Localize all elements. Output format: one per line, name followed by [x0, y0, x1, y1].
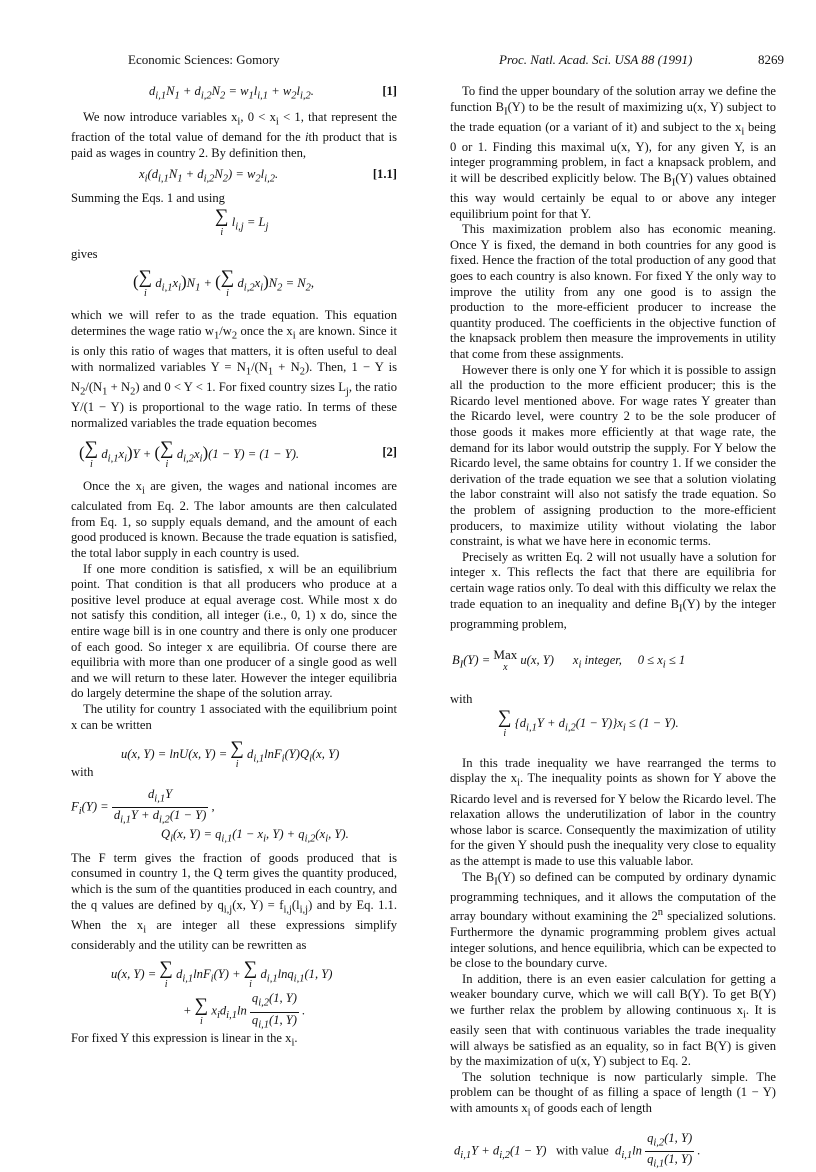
paragraph-trade-inequality: In this trade inequality we have rearranged the terms to display the $x_i$. The inequality points as shown for Y above the Ricardo level and is reversed for Y below the Ricardo level. The relaxation allows the underutilization of labor in the country whose labor is scarce. Consequently the maximization of utility for the given Y should push the inequality very close to equality as the attempt is made to use this valuable labor. — [450, 755, 777, 868]
equation-Q: $Q_i(x$, $Y) = q_{i,1}(1 - x_i$, $Y) + q_{i,2}(x_i$, Y). — [161, 826, 349, 845]
text-with: with — [71, 765, 94, 780]
text-gives: gives — [71, 246, 98, 261]
equation-knapsack-item: $d_{i,1}Y + d_{i,2}(1 - Y)$ with value $d_{i,1}\ln$ $\frac{q_{i,2}(1, Y)}{q_{i,1}(1, Y)}$ . — [454, 1131, 701, 1170]
left-column — [71, 84, 397, 1052]
equation-utility-integer-2: + ∑ i $x_id_{i,1}\ln$ $\frac{q_{i,2}(1, Y)}{q_{i,1}(1, Y)}$ . — [183, 991, 306, 1031]
running-header-left: Economic Sciences: Gomory — [128, 52, 280, 67]
equation-sum-labor: ∑ i $l_{i,j} = L_j$ — [215, 205, 269, 238]
paragraph-economic-meaning: This maximization problem also has economic meaning. Once Y is fixed, the demand in both countries for any good is fixed. Hence the fraction of the total production of any good that goes to each country is also known. For fixed Y the only way to improve the utility from any one good is to assign the production to the more-efficient producer to increase the quantity produced. The coefficients in the objective function of the knapsack problem then measure the improvements in utility that come from these assignments. — [450, 222, 776, 362]
right-column — [450, 84, 776, 1171]
text-with-constraint: with — [450, 692, 473, 707]
paragraph-ricardo-level: However there is only one Y for which it is possible to assign all the production to the more efficient producer; this is the Ricardo level mentioned above. For wage rates Y greater than the Ricardo level, were country 2 to be the sole producer of those goods it makes more efficiently at that wage rate, the demand for its labor would outstrip the supply. For Y below the Ricardo level, the same obtains for country 1. If we consider the derivation of the trade equation we see that a solution violating the labor constraint will also not satisfy the trade equation. So the problem of assigning production to the more-efficient producers, to maximize utility without violating the labor constraint, is what we have here in economic terms. — [450, 362, 776, 549]
equation-trade-inequality: ∑ i $\{d_{i,1}Y + d_{i,2}(1 - Y)\}x_i \le (1 - Y)$. — [498, 706, 679, 739]
paragraph-introduce-variables: We now introduce variables $x_i$, $0 < x_i < 1$, that represent the fraction of the total value of demand for the ith product that is paid as wages in country 2. By definition then, — [71, 110, 398, 160]
equation-1-1: $x_i(d_{i,1}N_1 + d_{i,2}N_2) = w_2l_{i,2}$. [1.1] — [139, 167, 397, 185]
equation-trade: ( ∑ i $d_{i,1}x_i)N_1$ + ( ∑ i $d_{i,2}x_i)N_2 = N_2$, — [133, 267, 315, 300]
equation-2: ( ∑ i $d_{i,1}x_i)Y$ + ( ∑ i $d_{i,2}x_i)(1 - Y) = (1 - Y)$. [2] — [79, 438, 397, 471]
paragraph-solution-technique: The solution technique is now particularly simple. The problem can be thought of as filling a space of length (1 − Y) with amounts $x_i$ of goods each of length — [450, 1069, 776, 1119]
paragraph-once-given: Once the $x_i$ are given, the wages and national incomes are calculated from Eq. 2. The labor amounts are then calculated from Eq. 1, so supply equals demand, and the amount of each good produced is known. Because the trade equation is satisfied, the total labor supply in each country is used. — [71, 479, 397, 561]
paragraph-trade-equation: which we will refer to as the trade equation. This equation determines the wage ratio $w_1/w_2$ once the $x_i$ are known. Since it is only this ratio of wages that matters, it is often useful to deal with normalized variables $Y = N_1/(N_1 + N_2)$. Then, 1 − Y is $N_2/(N_1 + N_2)$ and 0 < Y < 1. For fixed country sizes $L_j$, the ratio Y/(1 − Y) is proportional to the wage ratio. In terms of these normalized variables the trade equation becomes — [71, 308, 398, 430]
paragraph-precisely: Precisely as written Eq. 2 will not usually have a solution for integer x. This reflects the fact that there are equilibria for certain wage ratios only. To deal with this difficulty we relax the trade equation to an inequality and define $B_I(Y)$ by the integer programming problem, — [450, 549, 777, 631]
equation-utility-integer-1: u(x, Y) = ∑ i $d_{i,1}\ln F_i(Y)$ + ∑ i $d_{i,1}\ln q_{i,1}(1$, Y) — [111, 958, 333, 991]
paragraph-weaker-boundary: In addition, there is an even easier calculation for getting a weaker boundary curve, which we will call B(Y). To get B(Y) we further relax the problem by allowing continuous $x_i$. It is easily seen that with continuous variables the trade inequality will always be satisfied as an equality, so in fact B(Y) is given by the maximization of u(x, Y) subject to Eq. 2. — [450, 971, 776, 1069]
equation-F: $F_i(Y)$ = $\frac{d_{i,1}Y}{d_{i,1}Y + d_{i,2}(1 - Y)}$ , — [71, 786, 215, 826]
equation-BI: $B_I(Y)$ = Max x u(x, Y) $x_i$ integer, $0 \le x_i \le 1$ — [452, 647, 686, 674]
equation-1: $d_{i,1}N_1 + d_{i,2}N_2 = w_1l_{i,1} + w_2l_{i,2}$. [1] — [149, 84, 397, 102]
paragraph-dynamic-programming: The $B_I(Y)$ so defined can be computed by ordinary dynamic programming techniques, and it allows the computation of the array boundary without examining the 2$^n$ specialized solutions. Furthermore the dynamic programming problem gives actual integer solutions, and hence equilibria, which can be expected to be close to the boundary curve. — [450, 869, 776, 971]
equation-utility: u(x, Y) = lnU(x, Y) = ∑ i $d_{i,1}\ln F_i(Y)Q_i(x$, Y) — [121, 738, 340, 771]
running-header-journal: Proc. Natl. Acad. Sci. USA 88 (1991) — [499, 52, 693, 67]
paragraph-F-term: The F term gives the fraction of goods produced that is consumed in country 1, the Q term gives the quantity produced, which is the sum of the quantities produced in each country, and the q values are defined by $q_{i,j}(x$, $Y) = f_{i,j}(l_{i,j})$ and by Eq. 1.1. When the $x_i$ are integer all these expressions simplify considerably and the utility can be rewritten as — [71, 850, 397, 952]
page-number: 8269 — [758, 52, 784, 67]
paragraph-upper-boundary: To find the upper boundary of the solution array we define the function $B_I(Y)$ to be the result of maximizing u(x, Y) subject to the trade equation (or a variant of it) and subject to the $x_i$ being 0 or 1. Finding this maximal u(x, Y), for any given Y, is an integer programming problem, in fact a knapsack problem, and it will be described explicitly below. The $B_I(Y)$ values obtained this way would certainly be equal to or above any integer equilibrium point for that Y. — [450, 84, 776, 221]
text-summing: Summing the Eqs. 1 and using — [71, 191, 225, 206]
paragraph-utility-intro: The utility for country 1 associated with the equilibrium point x can be written — [71, 702, 397, 732]
paragraph-fixed-Y: For fixed Y this expression is linear in the $x_i$. — [71, 1031, 298, 1049]
paragraph-equilibrium: If one more condition is satisfied, x will be an equilibrium point. That condition is that all producers who produce at a positive level produce at equal average cost. While most x do not satisfy this condition, all integer (i.e., 0, 1) x do, since the entire wage bill is in one country and there is only one producer of each good. So integer x are equilibria. Of course there are equilibria with more than one producer of a single good as well and we will return to these later. However the integer equilibria do largely determine the shape of the solution array. — [71, 561, 397, 701]
